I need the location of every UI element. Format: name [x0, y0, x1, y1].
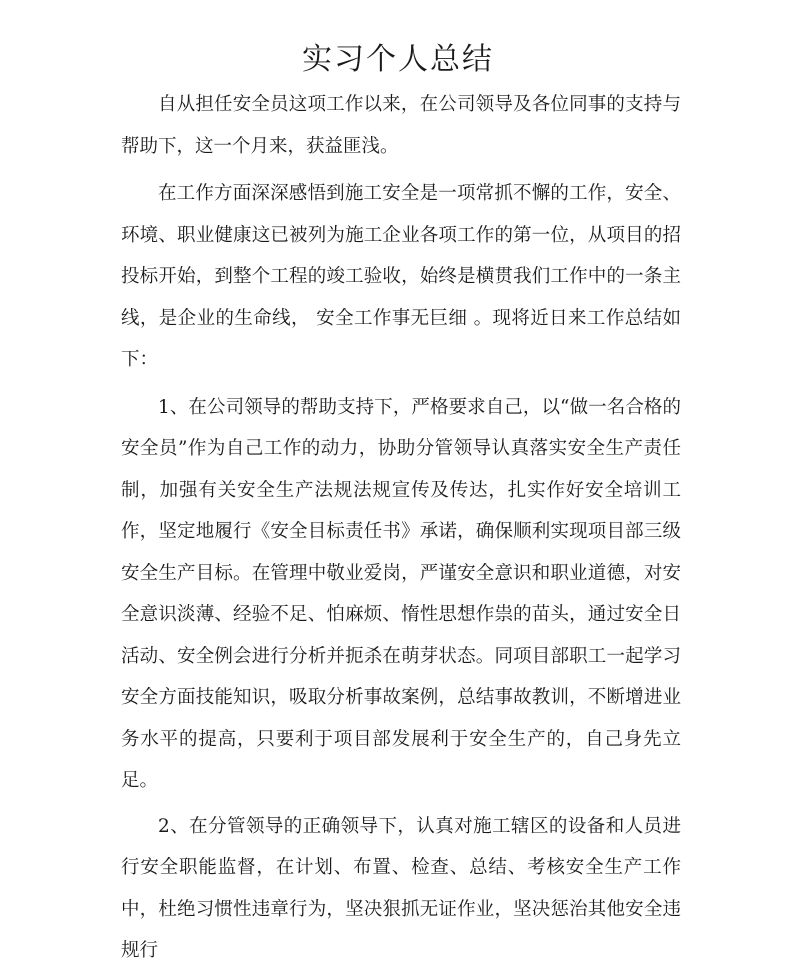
- paragraph-intro: 自从担任安全员这项工作以来，在公司领导及各位同事的支持与帮助下，这一个月来，获益匪浅。: [121, 94, 681, 157]
- paragraph-work-aspect: 在工作方面深深感悟到施工安全是一项常抓不懈的工作，安全、环境、职业健康这已被列为施工企业各项工作的第一位，从项目的招投标开始，到整个工程的竣工验收，始终是横贯我们工作中的一条主线，是企业的生命线， 安全工作事无巨细 。现将近日来工作总结如下：: [121, 183, 681, 370]
- document-body: [121, 84, 681, 972]
- paragraph-item-1: 1、在公司领导的帮助支持下，严格要求自己，以“做一名合格的安全员”作为自己工作的动力，协助分管领导认真落实安全生产责任制，加强有关安全生产法规法规宣传及传达，扎实作好安全培训工作，坚定地履行《安全目标责任书》承诺，确保顺利实现项目部三级安全生产目标。在管理中敬业爱岗，严谨安全意识和职业道德，对安全意识淡薄、经验不足、怕麻烦、惰性思想作祟的苗头，通过安全日活动、安全例会进行分析并扼杀在萌芽状态。同项目部职工一起学习安全方面技能知识，吸取分析事故案例，总结事故教训，不断增进业务水平的提高，只要利于项目部发展利于安全生产的，自己身先立足。: [121, 396, 681, 791]
- document-title: 实习个人总结: [302, 42, 494, 77]
- paragraph-item-2: 2、在分管领导的正确领导下，认真对施工辖区的设备和人员进行安全职能监督，在计划、布置、检查、总结、考核安全生产工作中，杜绝习惯性违章行为，坚决狠抓无证作业，坚决惩治其他安全违规行: [121, 815, 681, 961]
